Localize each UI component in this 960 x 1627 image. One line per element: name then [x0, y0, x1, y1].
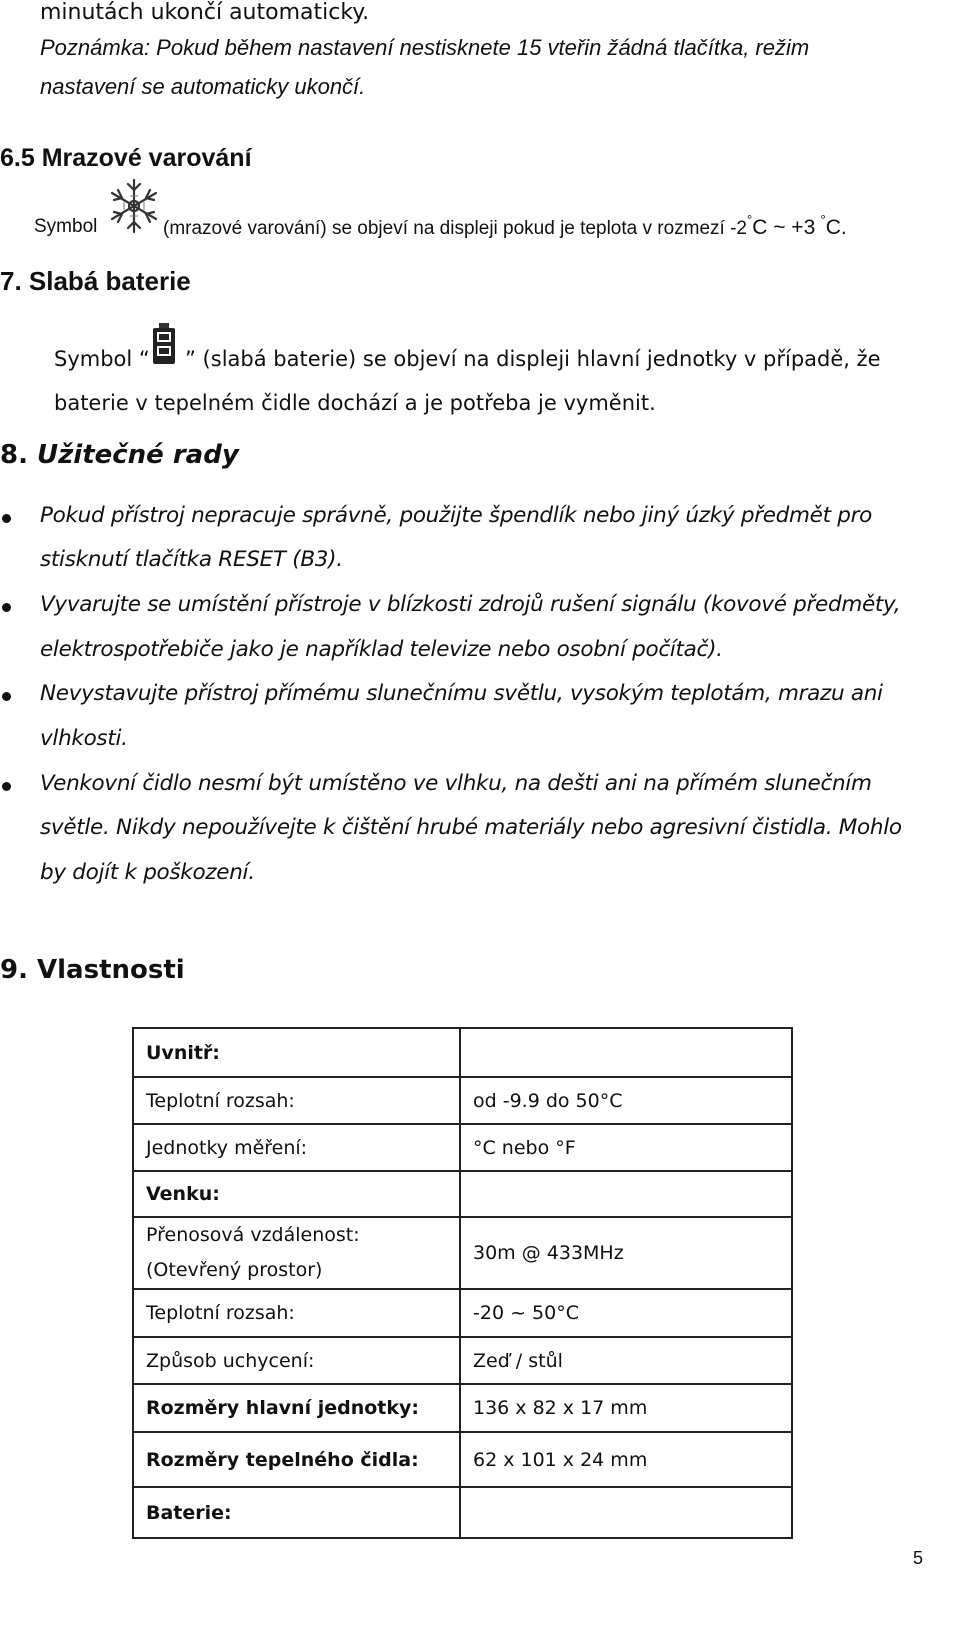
- table-cell-label-line1: Přenosová vzdálenost:: [146, 1224, 360, 1246]
- table-row: [133, 1337, 792, 1384]
- bullet-dot: [2, 782, 11, 791]
- intro-line: minutách ukončí automaticky.: [40, 0, 370, 25]
- table-cell-value: -20 ~ 50°C: [460, 1289, 792, 1337]
- table-cell-label: Teplotní rozsah:: [133, 1077, 460, 1124]
- table-cell-value: [460, 1487, 792, 1538]
- table-row: [133, 1028, 792, 1077]
- bullet-dot: [2, 603, 11, 612]
- degree-mark-2: °: [820, 212, 826, 227]
- bullet-4-line3: by dojít k poškození.: [40, 860, 255, 885]
- table-cell-label: Teplotní rozsah:: [133, 1289, 460, 1337]
- degree-mark: °: [747, 212, 753, 227]
- note-line-1: Poznámka: Pokud během nastavení nestisknete 15 vteřin žádná tlačítka, režim: [40, 35, 810, 60]
- note-line-2: nastavení se automaticky ukončí.: [40, 74, 366, 99]
- table-cell-label: Způsob uchycení:: [133, 1337, 460, 1384]
- table-cell-label-line2: (Otevřený prostor): [146, 1259, 323, 1281]
- table-row: [133, 1217, 792, 1289]
- section-6-5-symbol-label: Symbol: [34, 216, 98, 237]
- bullet-dot: [2, 514, 11, 523]
- table-row: [133, 1487, 792, 1538]
- table-cell-label: Rozměry hlavní jednotky:: [133, 1384, 460, 1432]
- bullet-3-line2: vlhkosti.: [40, 726, 128, 751]
- bullet-2-line1: Vyvarujte se umístění přístroje v blízkosti zdrojů rušení signálu (kovové předměty,: [40, 592, 901, 617]
- table-row: [133, 1384, 792, 1432]
- section-6-5-text-part1: (mrazové varování) se objeví na displeji pokud je teplota v rozmezí -2: [163, 218, 747, 239]
- section-8-heading-text: Užitečné rady: [37, 440, 239, 470]
- table-row: [133, 1289, 792, 1337]
- table-row: [133, 1077, 792, 1124]
- battery-icon: [147, 322, 181, 366]
- section-7-text-line1: ” (slabá baterie) se objeví na displeji hlavní jednotky v případě, že: [185, 347, 881, 371]
- bullet-3-line1: Nevystavujte přístroj přímému slunečnímu světlu, vysokým teplotám, mrazu ani: [40, 681, 883, 706]
- table-row: [133, 1432, 792, 1487]
- table-cell-value: od -9.9 do 50°C: [460, 1077, 792, 1124]
- table-row: [133, 1171, 792, 1217]
- section-9-heading: 9. Vlastnosti: [0, 955, 185, 985]
- bullet-dot: [2, 692, 11, 701]
- section-7-text-line2: baterie v tepelném čidle dochází a je potřeba je vyměnit.: [54, 391, 656, 415]
- section-6-5-text-part2: C ~ +3: [752, 216, 816, 239]
- table-cell-label: Venku:: [133, 1171, 460, 1217]
- section-6-5-heading: 6.5 Mrazové varování: [0, 144, 252, 172]
- table-row: [133, 1124, 792, 1171]
- section-7-heading: 7. Slabá baterie: [0, 266, 191, 296]
- section-6-5-text-part3: C.: [825, 216, 847, 239]
- table-cell-value: [460, 1028, 792, 1077]
- section-8-heading-num: 8.: [0, 440, 28, 470]
- section-7-symbol-label: Symbol “: [54, 347, 150, 371]
- table-cell-label: Rozměry tepelného čidla:: [133, 1432, 460, 1487]
- section-6-5-text: [163, 212, 847, 240]
- table-cell-label: Jednotky měření:: [133, 1124, 460, 1171]
- table-cell-value: 136 x 82 x 17 mm: [460, 1384, 792, 1432]
- bullet-1-line1: Pokud přístroj nepracuje správně, použijte špendlík nebo jiný úzký předmět pro: [40, 503, 872, 528]
- table-cell-label: Baterie:: [133, 1487, 460, 1538]
- section-8-heading: [0, 440, 239, 470]
- bullet-4-line2: světle. Nikdy nepoužívejte k čištění hrubé materiály nebo agresivní čistidla. Mohlo: [40, 815, 902, 840]
- table-cell-label: [133, 1217, 460, 1289]
- page-number: 5: [913, 1548, 924, 1568]
- bullet-2-line2: elektrospotřebiče jako je například televize nebo osobní počítač).: [40, 637, 723, 662]
- table-cell-value: Zeď / stůl: [460, 1337, 792, 1384]
- bullet-4-line1: Venkovní čidlo nesmí být umístěno ve vlhku, na dešti ani na přímém slunečním: [40, 771, 872, 796]
- table-cell-value: [460, 1171, 792, 1217]
- bullet-1-line2: stisknutí tlačítka RESET (B3).: [40, 547, 343, 572]
- snowflake-icon: [108, 176, 160, 236]
- table-cell-value: 30m @ 433MHz: [460, 1217, 792, 1289]
- specs-table: [132, 1027, 793, 1539]
- table-cell-value: °C nebo °F: [460, 1124, 792, 1171]
- table-cell-value: 62 x 101 x 24 mm: [460, 1432, 792, 1487]
- table-cell-label: Uvnitř:: [133, 1028, 460, 1077]
